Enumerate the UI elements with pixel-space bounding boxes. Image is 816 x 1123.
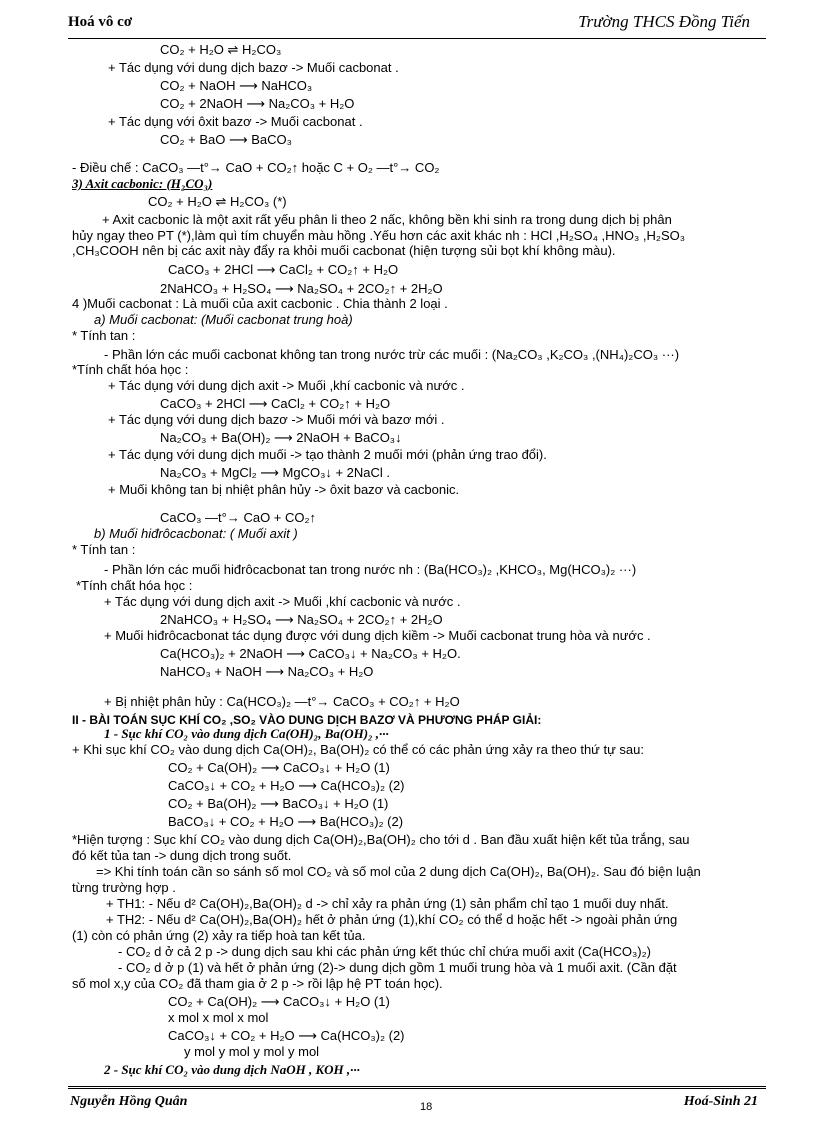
text-line: CO₂ + Ca(OH)₂ ⟶ CaCO₃↓ + H₂O (1) xyxy=(168,760,390,775)
text-line: + TH1: - Nếu d² Ca(OH)₂,Ba(OH)₂ d -> chỉ xảy ra phản ứng (1) sản phẩm chỉ tạo 1 muối duy nhất. xyxy=(106,896,669,911)
text-line: hủy ngay theo PT (*),làm quì tím chuyển màu hồng .Yếu hơn các axit khác nh : HCl ,H₂SO₄ ,HNO₃ ,H₂SO₃ xyxy=(72,228,686,243)
footer-rule xyxy=(68,1086,766,1089)
subsection-heading: 1 - Sục khí CO₂ vào dung dịch Ca(OH)₂, Ba(OH)₂ ,··· xyxy=(104,726,389,741)
text-line: CaCO₃↓ + CO₂ + H₂O ⟶ Ca(HCO₃)₂ (2) xyxy=(168,778,405,793)
text-line: * Tính tan : xyxy=(72,542,136,557)
text-line: 2NaHCO₃ + H₂SO₄ ⟶ Na₂SO₄ + 2CO₂↑ + 2H₂O xyxy=(160,612,443,627)
text-line: CO₂ + BaO ⟶ BaCO₃ xyxy=(160,132,292,147)
text-line: CO₂ + Ba(OH)₂ ⟶ BaCO₃↓ + H₂O (1) xyxy=(168,796,389,811)
text-line: ,CH₃COOH nên bị các axit này đẩy ra khỏi muối cacbonat (hiện tượng sủi bọt khí không màu). xyxy=(72,243,616,258)
text-line: + Tác dụng với dung dịch axit -> Muối ,khí cacbonic và nước . xyxy=(104,594,461,609)
text-line: + Tác dụng với dung dịch axit -> Muối ,khí cacbonic và nước . xyxy=(108,378,465,393)
text-line: từng trường hợp . xyxy=(72,880,176,895)
text-line: + Tác dụng với dung dịch bazơ -> Muối cacbonat . xyxy=(108,60,399,75)
text-line: + Khi sục khí CO₂ vào dung dịch Ca(OH)₂, Ba(OH)₂ có thể có các phản ứng xảy ra theo thứ tự sau: xyxy=(72,742,644,757)
text-line: CO₂ + NaOH ⟶ NaHCO₃ xyxy=(160,78,313,93)
subsection-heading: 2 - Sục khí CO₂ vào dung dịch NaOH , KOH ,··· xyxy=(104,1062,360,1077)
text-line: số mol x,y của CO₂ đã tham gia ở 2 p -> rồi lập hệ PT toán học). xyxy=(72,976,443,991)
text-line: CO₂ + 2NaOH ⟶ Na₂CO₃ + H₂O xyxy=(160,96,355,111)
text-line: => Khi tính toán cần so sánh số mol CO₂ và số mol của 2 dung dịch Ca(OH)₂, Ba(OH)₂. Sau đó biện luận xyxy=(96,864,701,879)
section-heading: II - BÀI TOÁN SỤC KHÍ CO₂ ,SO₂ VÀO DUNG DỊCH BAZƠ VÀ PHƯƠNG PHÁP GIẢI: xyxy=(72,713,542,727)
text-line: *Tính chất hóa học : xyxy=(76,578,193,593)
text-line: CO₂ + H₂O ⇌ H₂CO₃ (*) xyxy=(148,194,287,209)
text-line: + Muối không tan bị nhiệt phân hủy -> ôxit bazơ và cacbonic. xyxy=(108,482,460,497)
text-line: + Tác dụng với dung dịch muối -> tạo thành 2 muối mới (phản ứng trao đổi). xyxy=(108,447,547,462)
text-line: - Phần lớn các muối cacbonat không tan trong nước trừ các muối : (Na₂CO₃ ,K₂CO₃ ,(NH₄)₂CO₃ ···) xyxy=(104,347,680,362)
text-line: CaCO₃ + 2HCl ⟶ CaCl₂ + CO₂↑ + H₂O xyxy=(160,396,391,411)
text-line: 2NaHCO₃ + H₂SO₄ ⟶ Na₂SO₄ + 2CO₂↑ + 2H₂O xyxy=(160,281,443,296)
header-rule xyxy=(68,38,766,39)
text-line: BaCO₃↓ + CO₂ + H₂O ⟶ Ba(HCO₃)₂ (2) xyxy=(168,814,404,829)
text-line: - Điều chế : CaCO₃ —t°→ CaO + CO₂↑ hoặc C + O₂ —t°→ CO₂ xyxy=(72,160,440,175)
section-heading: 3) Axit cacbonic: (H₂CO₃) xyxy=(72,176,213,191)
text-line: + Tác dụng với dung dịch bazơ -> Muối mới và bazơ mới . xyxy=(108,412,445,427)
text-line: + Muối hiđrôcacbonat tác dụng được với dung dịch kiềm -> Muối cacbonat trung hòa và nước . xyxy=(104,628,651,643)
text-line: + Axit cacbonic là một axit rất yếu phân li theo 2 nấc, không bền khi sinh ra trong dung dịch bị phân xyxy=(102,212,672,227)
text-line: - CO₂ d ở p (1) và hết ở phản ứng (2)-> dung dịch gồm 1 muối trung hòa và 1 muối axit. (Cần đặt xyxy=(118,960,677,975)
header-right: Trường THCS Đồng Tiến xyxy=(578,12,750,31)
text-line: NaHCO₃ + NaOH ⟶ Na₂CO₃ + H₂O xyxy=(160,664,374,679)
text-line: Ca(HCO₃)₂ + 2NaOH ⟶ CaCO₃↓ + Na₂CO₃ + H₂O. xyxy=(160,646,461,661)
text-line: *Hiện tượng : Sục khí CO₂ vào dung dịch Ca(OH)₂,Ba(OH)₂ cho tới d . Ban đầu xuất hiện kết tủa trắng, sau xyxy=(72,832,690,847)
text-line: *Tính chất hóa học : xyxy=(72,362,189,377)
text-line: CO₂ + Ca(OH)₂ ⟶ CaCO₃↓ + H₂O (1) xyxy=(168,994,390,1009)
footer-left: Nguyễn Hồng Quân xyxy=(70,1094,188,1109)
text-line: y mol y mol y mol y mol xyxy=(184,1044,320,1059)
text-line: Na₂CO₃ + Ba(OH)₂ ⟶ 2NaOH + BaCO₃↓ xyxy=(160,430,402,445)
text-line: CaCO₃↓ + CO₂ + H₂O ⟶ Ca(HCO₃)₂ (2) xyxy=(168,1028,405,1043)
section-heading: 4 )Muối cacbonat : Là muối của axit cacbonic . Chia thành 2 loại . xyxy=(72,296,448,311)
text-line: x mol x mol x mol xyxy=(168,1010,269,1025)
text-line: - Phần lớn các muối hiđrôcacbonat tan trong nước nh : (Ba(HCO₃)₂ ,KHCO₃, Mg(HCO₃)₂ ···) xyxy=(104,562,637,577)
text-line: Na₂CO₃ + MgCl₂ ⟶ MgCO₃↓ + 2NaCl . xyxy=(160,465,391,480)
text-line: + TH2: - Nếu d² Ca(OH)₂,Ba(OH)₂ hết ở phản ứng (1),khí CO₂ có thể d hoặc hết -> ngoài phản ứng xyxy=(106,912,678,927)
page-number: 18 xyxy=(420,1101,433,1113)
text-line: - CO₂ d ở cả 2 p -> dung dịch sau khi các phản ứng kết thúc chỉ chứa muối axit (Ca(HCO₃)₂) xyxy=(118,944,652,959)
text-line: * Tính tan : xyxy=(72,328,136,343)
header-left: Hoá vô cơ xyxy=(68,14,133,30)
footer-right: Hoá-Sinh 21 xyxy=(683,1094,758,1109)
text-line: CaCO₃ —t°→ CaO + CO₂↑ xyxy=(160,510,317,525)
text-line: CO₂ + H₂O ⇌ H₂CO₃ xyxy=(160,42,282,57)
text-line: CaCO₃ + 2HCl ⟶ CaCl₂ + CO₂↑ + H₂O xyxy=(168,262,399,277)
subsection-heading: b) Muối hiđrôcacbonat: ( Muối axit ) xyxy=(94,526,298,541)
text-line: + Tác dụng với ôxit bazơ -> Muối cacbonat . xyxy=(108,114,363,129)
text-line: + Bị nhiệt phân hủy : Ca(HCO₃)₂ —t°→ CaCO₃ + CO₂↑ + H₂O xyxy=(104,694,460,709)
subsection-heading: a) Muối cacbonat: (Muối cacbonat trung hoà) xyxy=(94,312,353,327)
text-line: (1) còn có phản ứng (2) xảy ra tiếp hoà tan kết tủa. xyxy=(72,928,366,943)
text-line: đó kết tủa tan -> dung dịch trong suốt. xyxy=(72,848,292,863)
